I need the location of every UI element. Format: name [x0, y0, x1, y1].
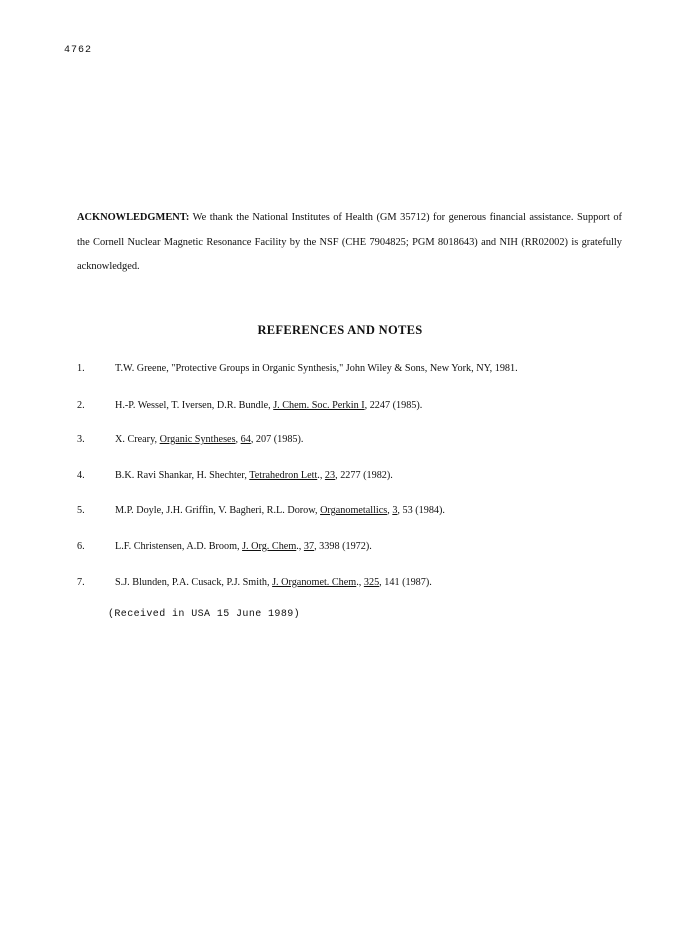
- reference-sep: .,: [356, 577, 364, 588]
- reference-number: 7.: [77, 577, 85, 588]
- reference-authors: S.J. Blunden, P.A. Cusack, P.J. Smith,: [115, 577, 273, 588]
- reference-volume: 64: [240, 434, 251, 445]
- reference-volume: 37: [303, 541, 315, 552]
- acknowledgment-heading: ACKNOWLEDGMENT:: [77, 212, 190, 223]
- acknowledgment-paragraph: [77, 206, 622, 280]
- reference-number: 2.: [77, 400, 85, 411]
- reference-journal: J. Organomet. Chem: [272, 577, 357, 588]
- reference-journal: Tetrahedron Lett: [249, 470, 318, 481]
- reference-details: , 141 (1987).: [379, 577, 432, 588]
- reference-details: , 207 (1985).: [250, 434, 304, 445]
- reference-details: , 2277 (1982).: [335, 470, 393, 481]
- reference-details: , 3398 (1972).: [314, 541, 372, 552]
- reference-journal: J. Chem. Soc. Perkin I: [273, 400, 365, 411]
- reference-journal: Organometallics: [320, 505, 388, 516]
- reference-sep: .,: [296, 541, 304, 552]
- references-heading: REFERENCES AND NOTES: [257, 323, 423, 337]
- reference-number: 5.: [77, 505, 85, 516]
- reference-sep: .,: [317, 470, 325, 481]
- reference-volume: 325: [363, 577, 380, 588]
- reference-authors: B.K. Ravi Shankar, H. Shechter,: [115, 470, 250, 481]
- reference-journal: J. Org. Chem: [242, 541, 297, 552]
- page-number: 4762: [64, 45, 93, 56]
- reference-journal: Organic Syntheses: [159, 434, 236, 445]
- received-date: (Received in USA 15 June 1989): [108, 609, 301, 620]
- reference-number: 1.: [77, 363, 85, 374]
- reference-text: [115, 505, 445, 516]
- reference-volume: 3: [392, 505, 398, 516]
- reference-number: 6.: [77, 541, 85, 552]
- reference-number: 3.: [77, 434, 85, 445]
- reference-text: [115, 541, 372, 552]
- reference-authors: L.F. Christensen, A.D. Broom,: [115, 541, 243, 552]
- reference-text: [115, 400, 422, 411]
- reference-text: [115, 434, 303, 445]
- reference-details: , 53 (1984).: [397, 505, 445, 516]
- reference-authors: H.-P. Wessel, T. Iversen, D.R. Bundle,: [115, 400, 274, 411]
- reference-sep: ,: [387, 505, 393, 516]
- reference-volume: 23: [324, 470, 336, 481]
- reference-authors: T.W. Greene, "Protective Groups in Organic Synthesis," John Wiley & Sons, New York, NY, 1981.: [115, 363, 518, 374]
- reference-text: [115, 470, 393, 481]
- acknowledgment-text: We thank the National Institutes of Health (GM 35712) for generous financial assistance. Support of the Cornell Nuclear Magnetic Resonance Facility by the NSF (CHE 7904825; PGM 8018643) and NIH (RR02002) is gratefully acknowledged.: [77, 212, 622, 272]
- reference-sep: ,: [364, 400, 370, 411]
- reference-number: 4.: [77, 470, 85, 481]
- reference-sep: ,: [235, 434, 241, 445]
- reference-authors: X. Creary,: [115, 434, 160, 445]
- reference-authors: M.P. Doyle, J.H. Griffin, V. Bagheri, R.L. Dorow,: [115, 505, 321, 516]
- reference-details: 2247 (1985).: [369, 400, 423, 411]
- reference-text: [115, 363, 518, 374]
- reference-text: [115, 577, 432, 588]
